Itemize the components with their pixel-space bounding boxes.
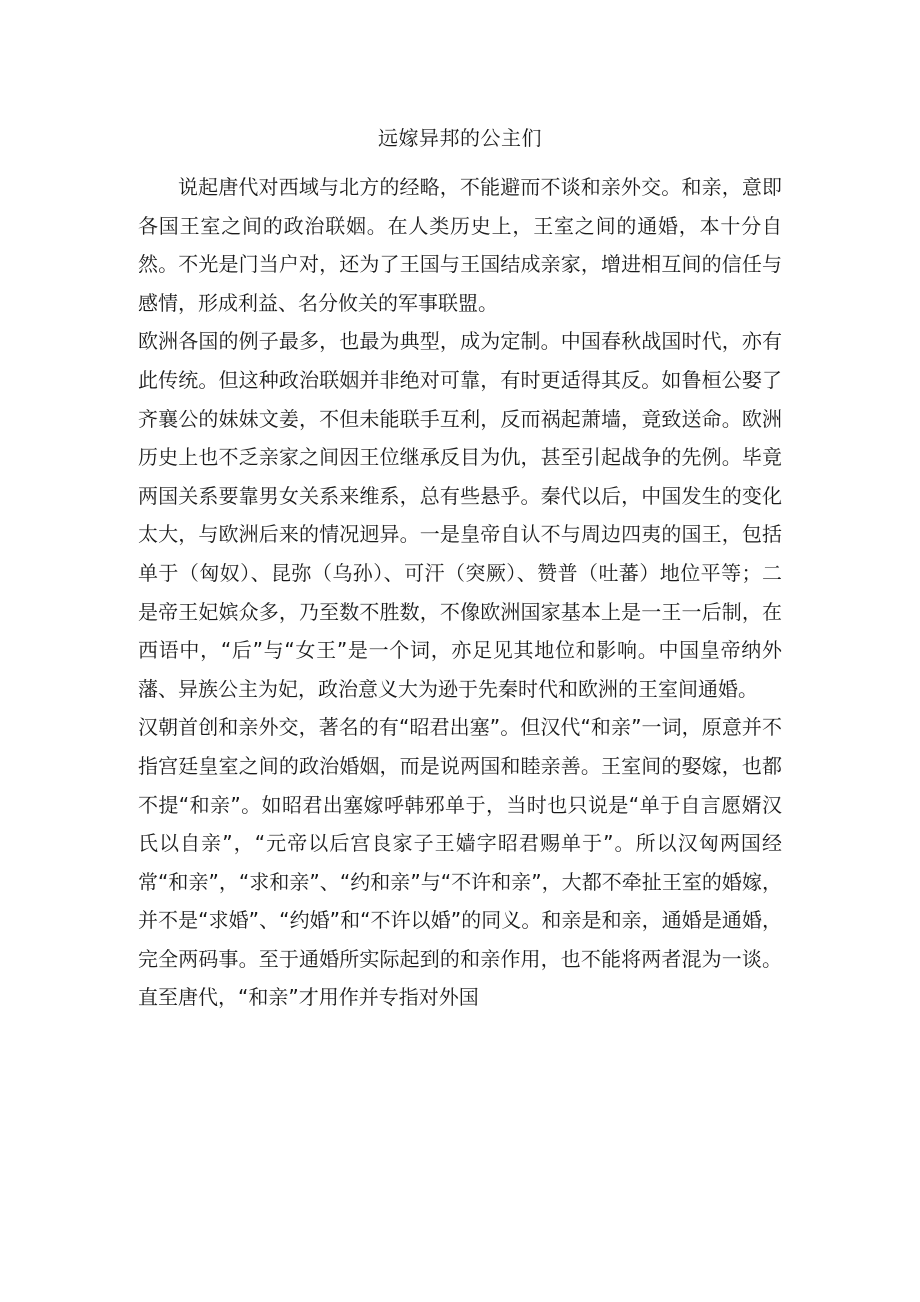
paragraph: 欧洲各国的例子最多，也最为典型，成为定制。中国春秋战国时代，亦有此传统。但这种政治联姻并非绝对可靠，有时更适得其反。如鲁桓公娶了齐襄公的妹妹文姜，不但未能联手互利，反而祸起萧墙，竟致送命。欧洲历史上也不乏亲家之间因王位继承反目为仇，甚至引起战争的先例。毕竟两国关系要靠男女关系来维系，总有些悬乎。秦代以后，中国发生的变化太大，与欧洲后来的情况迥异。一是皇帝自认不与周边四夷的国王，包括单于（匈奴）、昆弥（乌孙）、可汗（突厥）、赞普（吐蕃）地位平等；二是帝王妃嫔众多，乃至数不胜数，不像欧洲国家基本上是一王一后制，在西语中，“后”与“女王”是一个词，亦足见其地位和影响。中国皇帝纳外藩、异族公主为妃，政治意义大为逊于先秦时代和欧洲的王室间通婚。 [138,329,782,701]
document-title: 远嫁异邦的公主们 [378,126,542,150]
document-body [138,168,782,1017]
paragraph: 说起唐代对西域与北方的经略，不能避而不谈和亲外交。和亲，意即各国王室之间的政治联姻。在人类历史上，王室之间的通婚，本十分自然。不光是门当户对，还为了王国与王国结成亲家，增进相互间的信任与感情，形成利益、名分攸关的军事联盟。 [138,175,782,315]
paragraph: 汉朝首创和亲外交，著名的有“昭君出塞”。但汉代“和亲”一词，原意并不指宫廷皇室之间的政治婚姻，而是说两国和睦亲善。王室间的娶嫁，也都不提“和亲”。如昭君出塞嫁呼韩邪单于，当时也只说是“单于自言愿婿汉氏以自亲”，“元帝以后宫良家子王嫱字昭君赐单于”。所以汉匈两国经常“和亲”，“求和亲”、“约和亲”与“不许和亲”，大都不牵扯王室的婚嫁，并不是“求婚”、“约婚”和“不许以婚”的同义。和亲是和亲，通婚是通婚，完全两码事。至于通婚所实际起到的和亲作用，也不能将两者混为一谈。直至唐代，“和亲”才用作并专指对外国 [138,715,782,1010]
